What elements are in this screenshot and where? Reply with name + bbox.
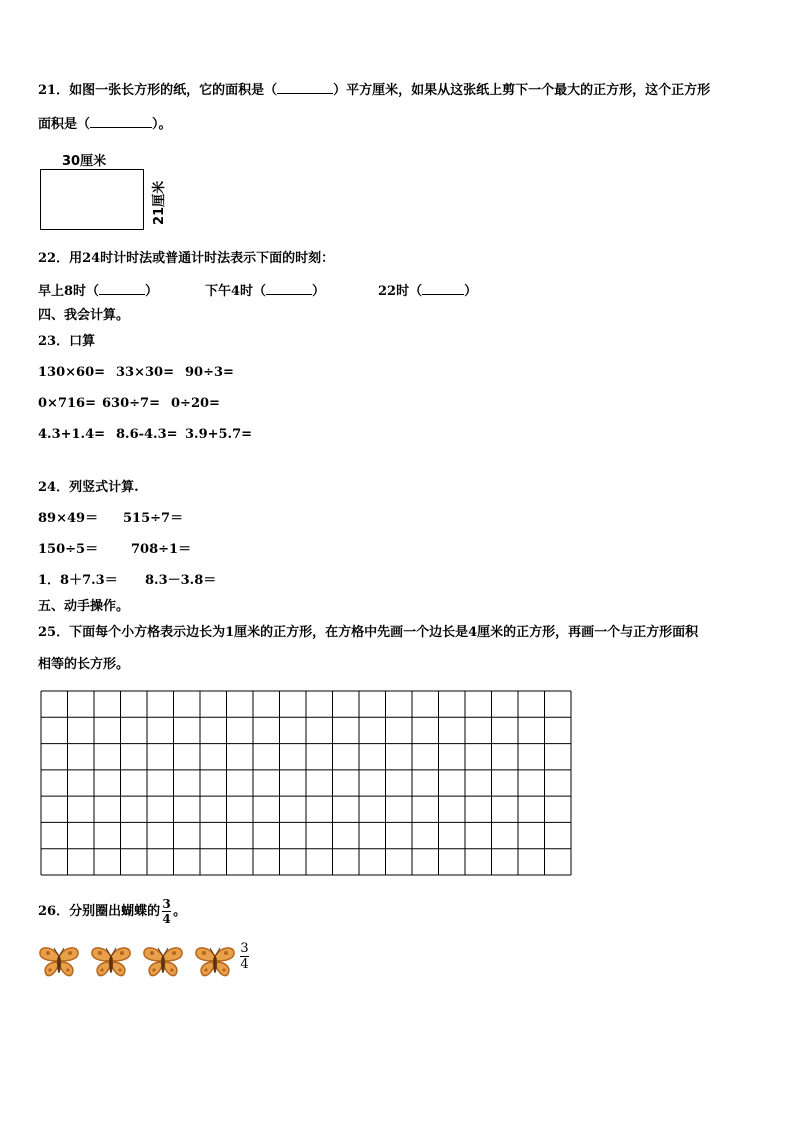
q24-row-3-b: 8.3－3.8＝ <box>145 573 217 588</box>
q22-item-3: 22时（ ） <box>378 284 478 299</box>
q21-line1: 21．如图一张长方形的纸，它的面积是（ ）平方厘米，如果从这张纸上剪下一个最大的正方形，这个正方形 <box>38 83 711 98</box>
q22-blank-1[interactable] <box>99 283 145 295</box>
q24-row-2-a: 150÷5＝ <box>38 542 99 557</box>
q25-line1: 25．下面每个小方格表示边长为1厘米的正方形，在方格中先画一个边长是4厘米的正方形，再画一个与正方形面积 <box>38 625 699 640</box>
q26-line: 26．分别圈出蝴蝶的 $\frac{3}{4}$ 。 <box>38 897 187 926</box>
q24-title: 24．列竖式计算. <box>38 480 139 495</box>
q23-title: 23．口算 <box>38 334 96 349</box>
q24-row-3-a: 1．8＋7.3＝ <box>38 573 118 588</box>
rect-width-label: 30厘米 <box>62 154 107 169</box>
q23-row-1-b: 33×30= <box>116 365 174 380</box>
q22-blank-3[interactable] <box>422 283 464 295</box>
butterfly-fraction-label: $\frac{3}{4}$ <box>240 941 249 972</box>
q22-item-2: 下午4时（ ） <box>205 284 326 299</box>
q26-fraction: $\frac{3}{4}$ <box>162 897 171 926</box>
q21-line2: 面积是（ ）。 <box>38 117 172 132</box>
q23-row-3-a: 4.3+1.4= <box>38 427 106 442</box>
q23-row-3-c: 3.9+5.7= <box>185 427 253 442</box>
q24-row-2-b: 708÷1＝ <box>131 542 192 557</box>
butterfly-icon[interactable] <box>38 944 80 980</box>
q24-row-1-b: 515÷7＝ <box>123 511 184 526</box>
q22-title: 22．用24时计时法或普通计时法表示下面的时刻： <box>38 251 335 266</box>
q23-row-2-a: 0×716= <box>38 396 96 411</box>
q23-row-1-a: 130×60= <box>38 365 106 380</box>
q21-blank-2[interactable] <box>90 116 152 128</box>
q23-row-2-b: 630÷7= <box>102 396 160 411</box>
q21-blank-1[interactable] <box>277 82 333 94</box>
q24-row-1-a: 89×49＝ <box>38 511 99 526</box>
q22-item-1: 早上8时（ ） <box>38 284 159 299</box>
butterfly-icon[interactable] <box>90 944 132 980</box>
q23-row-1-c: 90÷3= <box>185 365 234 380</box>
butterfly-icon[interactable] <box>194 944 236 980</box>
q23-row-3-b: 8.6-4.3= <box>116 427 178 442</box>
butterfly-icon[interactable] <box>142 944 184 980</box>
square-grid[interactable] <box>40 690 572 876</box>
q22-blank-2[interactable] <box>266 283 312 295</box>
section-4-heading: 四、我会计算。 <box>38 308 130 323</box>
paper-rectangle <box>40 169 144 230</box>
section-5-heading: 五、动手操作。 <box>38 599 130 614</box>
rect-height-label: 21厘米 <box>152 180 167 225</box>
q23-row-2-c: 0÷20= <box>171 396 220 411</box>
q25-line2: 相等的长方形。 <box>38 657 130 672</box>
